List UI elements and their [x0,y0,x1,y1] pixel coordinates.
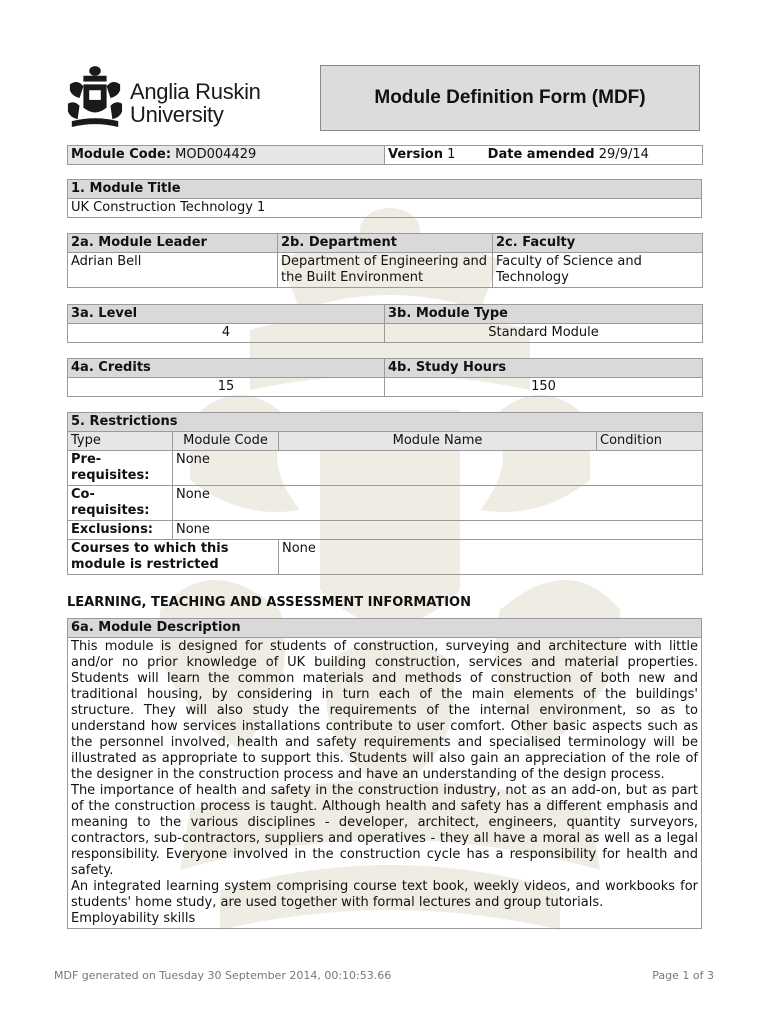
column-module-name: Module Name [279,432,597,451]
credits-heading: 4a. Credits [68,359,385,378]
university-crest-logo [66,64,124,130]
module-leader-value: Adrian Bell [68,253,278,288]
university-name-line2: University [130,102,224,127]
version-value: 1 [447,147,456,162]
department-value: Department of Engineering and the Built Environment [278,253,493,288]
column-module-code: Module Code [173,432,279,451]
faculty-value: Faculty of Science and Technology [493,253,703,288]
level-value: 4 [68,324,385,343]
exclusions-label: Exclusions: [68,521,173,540]
meta-table [67,145,703,165]
description-paragraph: Employability skills [71,911,196,926]
description-table [67,618,702,929]
faculty-heading: 2c. Faculty [493,234,703,253]
module-title-table [67,179,702,218]
study-hours-value: 150 [385,378,703,397]
level-heading: 3a. Level [68,305,385,324]
study-hours-heading: 4b. Study Hours [385,359,703,378]
description-paragraph: The importance of health and safety in the construction industry, not as an add-on, but as part of the construction process is taught. Although health and safety has a different emphasis and meaning to the various disciplines - developer, architect, engineers, quantity surveyors, contractors, sub-contractors, suppliers and operatives - they all have a moral as well as a legal responsibility. Everyone involved in the construction cycle has a responsibility for health and safety. [71,783,698,878]
version-date-cell [385,146,703,165]
column-condition: Condition [597,432,703,451]
date-amended-label: Date amended [487,147,595,162]
exclusions-value: None [173,521,703,540]
module-code-value: MOD004429 [175,147,257,162]
module-leader-heading: 2a. Module Leader [68,234,278,253]
prerequisites-value: None [173,451,703,486]
description-paragraph: An integrated learning system comprising course text book, weekly videos, and workbooks for students' home study, are used together with formal lectures and group tutorials. [71,879,698,910]
page-number: Page 1 of 3 [652,969,714,982]
module-title-value: UK Construction Technology 1 [68,199,702,218]
restricted-courses-label: Courses to which this module is restricted [68,540,279,575]
prerequisites-label: Pre-requisites: [68,451,173,486]
module-title-heading: 1. Module Title [68,180,702,199]
generated-timestamp: MDF generated on Tuesday 30 September 2014, 00:10:53.66 [54,969,392,982]
department-heading: 2b. Department [278,234,493,253]
module-type-heading: 3b. Module Type [385,305,703,324]
form-title: Module Definition Form (MDF) [320,65,700,131]
module-code-cell [68,146,385,165]
university-name [130,80,261,126]
university-name-line1: Anglia Ruskin [130,79,261,104]
description-paragraph: This module is designed for students of construction, surveying and architecture with little and/or no prior knowledge of UK building construction, services and material properties. Students will learn the common materials and methods of construction of both new and traditional housing, by considering in turn each of the main elements of the buildings' structure. They will also study the requirements of the internal environment, so as to understand how services installations contribute to user comfort. Other basic aspects such as the personnel involved, health and safety requirements and specialised terminology will be illustrated as appropriate to support this. Students will also gain an appreciation of the role of the designer in the construction process and have an understanding of the design process. [71,639,698,782]
description-heading: 6a. Module Description [68,619,702,638]
credits-value: 15 [68,378,385,397]
date-amended-value: 29/9/14 [598,147,649,162]
module-type-value: Standard Module [385,324,703,343]
credits-table [67,358,703,397]
corequisites-value: None [173,486,703,521]
leader-table [67,233,703,288]
restricted-courses-value: None [279,540,703,575]
level-table [67,304,703,343]
description-body [68,638,702,929]
lta-section-heading: LEARNING, TEACHING AND ASSESSMENT INFORMATION [67,595,471,610]
column-type: Type [68,432,173,451]
module-code-label: Module Code: [71,147,172,162]
corequisites-label: Co-requisites: [68,486,173,521]
restrictions-table [67,412,703,575]
restrictions-heading: 5. Restrictions [68,413,703,432]
version-label: Version [388,147,443,162]
